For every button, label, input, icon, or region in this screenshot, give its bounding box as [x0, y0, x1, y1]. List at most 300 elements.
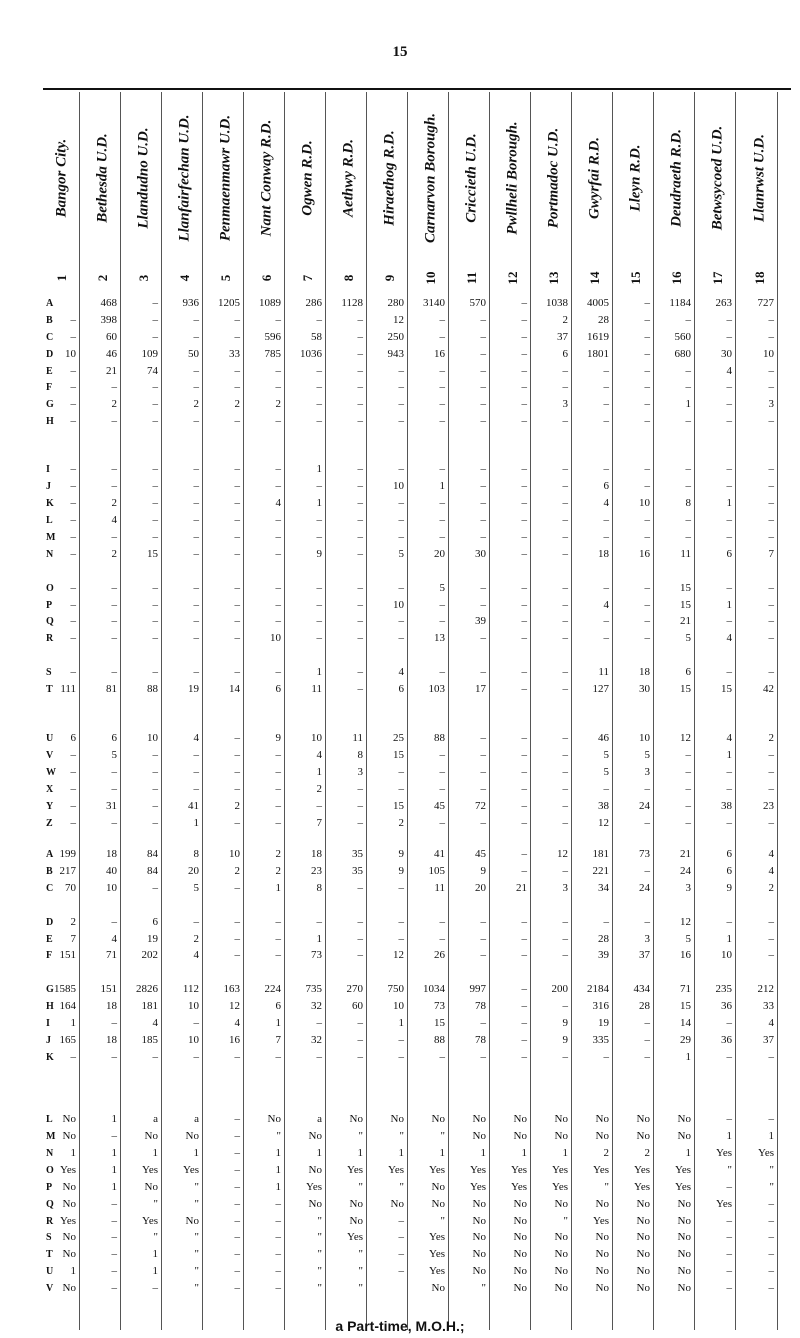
- table-cell: –: [193, 632, 199, 645]
- table-cell: 785: [264, 347, 281, 360]
- column-number: [421, 264, 441, 292]
- table-cell: 4: [111, 514, 117, 527]
- table-cell: –: [562, 666, 568, 679]
- table-cell: –: [562, 547, 568, 560]
- row-label: W: [46, 767, 56, 779]
- table-cell: –: [193, 1016, 199, 1029]
- table-cell: 11: [352, 732, 363, 745]
- row-label: R: [46, 1215, 54, 1227]
- column-name: [216, 92, 236, 264]
- table-cell: –: [480, 330, 486, 343]
- column-number: [750, 264, 770, 292]
- table-cell: –: [644, 1033, 650, 1046]
- table-cell: –: [603, 1050, 609, 1063]
- table-cell: –: [357, 364, 363, 377]
- table-cell: Yes: [141, 1214, 158, 1227]
- row-label: A: [46, 849, 54, 861]
- table-cell: –: [644, 514, 650, 527]
- column-divider: [777, 92, 778, 1330]
- table-cell: 2: [644, 1146, 650, 1159]
- table-cell: 4: [234, 1016, 240, 1029]
- table-cell: 28: [598, 313, 609, 326]
- table-cell: 30: [475, 547, 486, 560]
- table-cell: 1: [357, 1146, 363, 1159]
- table-cell: No: [144, 1130, 158, 1143]
- table-cell: Yes: [469, 1180, 486, 1193]
- table-cell: –: [152, 313, 158, 326]
- column-name-text: Lleyn R.D.: [627, 144, 644, 212]
- column-name: [257, 92, 277, 264]
- table-cell: 10: [106, 881, 117, 894]
- table-cell: 15: [680, 581, 691, 594]
- table-cell: No: [636, 1248, 650, 1261]
- column-name: [298, 92, 318, 264]
- column-name: [380, 92, 400, 264]
- table-cell: No: [554, 1130, 568, 1143]
- table-cell: –: [562, 766, 568, 779]
- table-cell: No: [308, 1197, 322, 1210]
- column-name: [503, 92, 523, 264]
- table-cell: 5: [644, 749, 650, 762]
- table-cell: –: [152, 514, 158, 527]
- table-cell: –: [70, 514, 76, 527]
- table-cell: 1: [726, 1130, 732, 1143]
- table-cell: –: [644, 915, 650, 928]
- table-cell: 81: [106, 682, 117, 695]
- table-cell: –: [521, 983, 527, 996]
- table-cell: 4: [193, 949, 199, 962]
- table-cell: No: [472, 1231, 486, 1244]
- table-cell: –: [768, 1248, 774, 1261]
- table-cell: 4: [603, 497, 609, 510]
- table-cell: 6: [726, 864, 732, 877]
- column-name-text: Llanrwst U.D.: [751, 134, 768, 222]
- table-cell: –: [357, 1033, 363, 1046]
- column-number-text: 8: [341, 274, 356, 282]
- table-cell: 10: [639, 497, 650, 510]
- row-label: T: [46, 1249, 53, 1261]
- table-cell: 12: [393, 949, 404, 962]
- table-cell: 15: [147, 547, 158, 560]
- table-cell: 997: [469, 983, 486, 996]
- table-cell: 250: [387, 330, 404, 343]
- table-cell: –: [480, 398, 486, 411]
- table-cell: –: [685, 313, 691, 326]
- column-number-text: 3: [136, 274, 151, 282]
- footnote: a Part-time, M.O.H.;: [335, 1318, 465, 1334]
- table-cell: 24: [680, 864, 691, 877]
- row-label: P: [46, 1181, 53, 1193]
- table-cell: –: [768, 1050, 774, 1063]
- table-cell: 3: [562, 398, 568, 411]
- table-cell: 10: [65, 347, 76, 360]
- table-cell: –: [152, 816, 158, 829]
- table-cell: 35: [352, 848, 363, 861]
- table-cell: –: [111, 463, 117, 476]
- column-divider: [735, 92, 736, 1330]
- table-cell: No: [390, 1113, 404, 1126]
- table-cell: ": [604, 1180, 609, 1193]
- table-cell: ": [440, 1214, 445, 1227]
- column-divider: [243, 92, 244, 1330]
- table-cell: 1: [70, 1016, 76, 1029]
- table-cell: 224: [264, 983, 281, 996]
- table-cell: 31: [106, 799, 117, 812]
- table-cell: ": [194, 1231, 199, 1244]
- table-cell: –: [152, 330, 158, 343]
- table-cell: –: [234, 1265, 240, 1278]
- column-name-text: Hiraethog R.D.: [381, 130, 398, 226]
- table-cell: 26: [434, 949, 445, 962]
- table-cell: –: [70, 364, 76, 377]
- table-cell: –: [70, 581, 76, 594]
- table-cell: –: [480, 766, 486, 779]
- table-cell: No: [636, 1130, 650, 1143]
- table-cell: –: [480, 632, 486, 645]
- table-cell: –: [398, 783, 404, 796]
- table-cell: 1: [193, 1146, 199, 1159]
- table-cell: 1: [193, 816, 199, 829]
- table-cell: 5: [193, 881, 199, 894]
- column-number-text: 13: [546, 271, 561, 285]
- table-cell: –: [111, 1248, 117, 1261]
- table-cell: –: [480, 732, 486, 745]
- table-cell: –: [152, 1282, 158, 1295]
- table-cell: 12: [229, 1000, 240, 1013]
- table-cell: No: [431, 1282, 445, 1295]
- table-cell: –: [521, 530, 527, 543]
- table-cell: No: [472, 1265, 486, 1278]
- column-name: [667, 92, 687, 264]
- table-cell: –: [111, 1130, 117, 1143]
- table-cell: 7: [70, 932, 76, 945]
- table-cell: No: [62, 1113, 76, 1126]
- table-cell: –: [70, 398, 76, 411]
- row-label: L: [46, 1114, 53, 1126]
- row-label: T: [46, 683, 53, 695]
- table-cell: –: [768, 666, 774, 679]
- table-cell: –: [234, 1180, 240, 1193]
- table-cell: –: [316, 530, 322, 543]
- table-cell: 78: [475, 1033, 486, 1046]
- table-cell: –: [70, 330, 76, 343]
- table-cell: –: [234, 330, 240, 343]
- table-cell: –: [521, 932, 527, 945]
- table-cell: 943: [387, 347, 404, 360]
- table-cell: Yes: [592, 1163, 609, 1176]
- table-cell: –: [726, 915, 732, 928]
- table-cell: –: [316, 381, 322, 394]
- table-cell: –: [439, 749, 445, 762]
- table-cell: ": [276, 1130, 281, 1143]
- table-cell: 2: [234, 398, 240, 411]
- table-cell: –: [70, 766, 76, 779]
- table-cell: 2: [398, 816, 404, 829]
- table-cell: 10: [188, 1033, 199, 1046]
- table-cell: –: [439, 1050, 445, 1063]
- table-cell: –: [234, 1050, 240, 1063]
- table-cell: 1: [275, 1146, 281, 1159]
- table-cell: 468: [100, 297, 117, 309]
- table-cell: –: [398, 364, 404, 377]
- table-cell: –: [644, 530, 650, 543]
- table-cell: 35: [352, 864, 363, 877]
- table-cell: –: [603, 915, 609, 928]
- row-label: C: [46, 331, 54, 343]
- table-cell: –: [726, 1113, 732, 1126]
- table-cell: –: [234, 530, 240, 543]
- table-cell: –: [234, 364, 240, 377]
- table-cell: 15: [393, 799, 404, 812]
- table-cell: –: [70, 666, 76, 679]
- row-label: B: [46, 865, 53, 877]
- table-cell: 151: [59, 949, 76, 962]
- table-cell: –: [398, 1265, 404, 1278]
- table-cell: –: [316, 598, 322, 611]
- table-cell: –: [234, 932, 240, 945]
- table-cell: 6: [275, 1000, 281, 1013]
- table-cell: ": [194, 1265, 199, 1278]
- table-cell: No: [472, 1248, 486, 1261]
- table-cell: –: [685, 766, 691, 779]
- table-cell: –: [275, 949, 281, 962]
- table-cell: 1: [152, 1146, 158, 1159]
- table-cell: No: [144, 1180, 158, 1193]
- table-cell: No: [595, 1130, 609, 1143]
- table-cell: –: [398, 463, 404, 476]
- table-cell: –: [480, 783, 486, 796]
- table-cell: –: [275, 480, 281, 493]
- table-cell: ": [194, 1248, 199, 1261]
- table-cell: –: [316, 514, 322, 527]
- table-cell: 10: [147, 732, 158, 745]
- table-cell: 21: [680, 615, 691, 628]
- table-cell: –: [234, 1163, 240, 1176]
- table-cell: –: [193, 313, 199, 326]
- column-number: [585, 264, 605, 292]
- table-cell: 21: [516, 881, 527, 894]
- table-cell: –: [768, 632, 774, 645]
- table-cell: –: [644, 783, 650, 796]
- table-cell: 1: [685, 398, 691, 411]
- table-cell: –: [70, 799, 76, 812]
- table-cell: No: [472, 1197, 486, 1210]
- table-cell: –: [644, 330, 650, 343]
- table-cell: –: [357, 682, 363, 695]
- table-cell: –: [275, 1214, 281, 1227]
- table-cell: ": [153, 1231, 158, 1244]
- table-cell: 2: [768, 881, 774, 894]
- table-cell: –: [521, 1016, 527, 1029]
- table-cell: –: [398, 497, 404, 510]
- table-cell: –: [644, 398, 650, 411]
- table-cell: –: [521, 463, 527, 476]
- table-cell: ": [317, 1248, 322, 1261]
- table-cell: –: [357, 915, 363, 928]
- table-cell: 103: [428, 682, 445, 695]
- table-cell: –: [562, 381, 568, 394]
- table-cell: –: [768, 514, 774, 527]
- column-name-text: Llandudno U.D.: [135, 127, 152, 229]
- table-cell: 2: [603, 1146, 609, 1159]
- table-cell: –: [234, 598, 240, 611]
- table-cell: 10: [393, 1000, 404, 1013]
- table-cell: 5: [685, 632, 691, 645]
- table-cell: –: [768, 949, 774, 962]
- row-label: H: [46, 416, 54, 428]
- table-cell: No: [513, 1248, 527, 1261]
- table-cell: –: [439, 415, 445, 428]
- table-cell: –: [768, 766, 774, 779]
- table-cell: –: [234, 615, 240, 628]
- column-name: [52, 92, 72, 264]
- table-cell: 181: [592, 848, 609, 861]
- table-cell: –: [562, 783, 568, 796]
- table-cell: –: [193, 381, 199, 394]
- table-cell: Yes: [59, 1163, 76, 1176]
- table-cell: –: [316, 581, 322, 594]
- table-cell: No: [595, 1282, 609, 1295]
- table-cell: –: [439, 530, 445, 543]
- table-cell: ": [399, 1180, 404, 1193]
- row-label: J: [46, 481, 51, 493]
- table-cell: –: [275, 415, 281, 428]
- table-cell: –: [234, 816, 240, 829]
- table-cell: 40: [106, 864, 117, 877]
- table-cell: Yes: [305, 1180, 322, 1193]
- table-cell: –: [234, 514, 240, 527]
- table-cell: –: [234, 313, 240, 326]
- table-cell: –: [152, 480, 158, 493]
- table-cell: –: [562, 1000, 568, 1013]
- column-divider: [120, 92, 121, 1330]
- table-cell: 8: [357, 749, 363, 762]
- table-cell: 1801: [587, 347, 609, 360]
- table-cell: –: [357, 881, 363, 894]
- table-cell: –: [357, 581, 363, 594]
- table-cell: ": [153, 1197, 158, 1210]
- table-cell: No: [185, 1214, 199, 1227]
- table-cell: –: [152, 530, 158, 543]
- table-cell: 34: [598, 881, 609, 894]
- table-cell: –: [480, 816, 486, 829]
- table-cell: –: [480, 381, 486, 394]
- table-cell: 6: [603, 480, 609, 493]
- column-name-text: Criccieth U.D.: [463, 133, 480, 223]
- column-number-text: 15: [628, 271, 643, 285]
- table-cell: 10: [639, 732, 650, 745]
- table-cell: 6: [685, 666, 691, 679]
- table-cell: 15: [393, 749, 404, 762]
- table-cell: 6: [398, 682, 404, 695]
- table-cell: –: [357, 1050, 363, 1063]
- table-cell: No: [62, 1197, 76, 1210]
- table-cell: 21: [106, 364, 117, 377]
- table-cell: ": [358, 1130, 363, 1143]
- table-cell: No: [431, 1180, 445, 1193]
- table-cell: –: [316, 480, 322, 493]
- table-cell: No: [636, 1214, 650, 1227]
- table-cell: –: [111, 415, 117, 428]
- table-cell: –: [357, 816, 363, 829]
- table-cell: No: [636, 1265, 650, 1278]
- table-cell: –: [398, 1248, 404, 1261]
- table-cell: –: [234, 415, 240, 428]
- table-cell: –: [685, 514, 691, 527]
- table-cell: 25: [393, 732, 404, 745]
- table-cell: ": [358, 1282, 363, 1295]
- table-cell: –: [685, 799, 691, 812]
- table-cell: –: [480, 497, 486, 510]
- row-label: X: [46, 784, 54, 796]
- table-cell: –: [234, 1113, 240, 1126]
- table-cell: Yes: [346, 1231, 363, 1244]
- row-label: O: [46, 1164, 54, 1176]
- table-cell: 45: [434, 799, 445, 812]
- table-cell: –: [357, 415, 363, 428]
- table-cell: 1: [439, 1146, 445, 1159]
- table-cell: –: [357, 347, 363, 360]
- table-cell: –: [234, 1197, 240, 1210]
- column-name-text: Ogwen R.D.: [299, 140, 316, 216]
- table-cell: –: [726, 415, 732, 428]
- column-number-text: 2: [95, 274, 110, 282]
- table-cell: 41: [434, 848, 445, 861]
- table-cell: –: [152, 297, 158, 309]
- table-cell: –: [357, 398, 363, 411]
- table-cell: No: [390, 1197, 404, 1210]
- table-cell: –: [316, 313, 322, 326]
- table-cell: –: [726, 1180, 732, 1193]
- table-cell: 28: [598, 932, 609, 945]
- table-cell: –: [768, 749, 774, 762]
- table-cell: No: [62, 1180, 76, 1193]
- table-cell: 71: [106, 949, 117, 962]
- table-cell: –: [111, 632, 117, 645]
- table-cell: –: [768, 530, 774, 543]
- table-cell: 6: [152, 915, 158, 928]
- column-number: [134, 264, 154, 292]
- table-cell: –: [398, 1214, 404, 1227]
- table-cell: No: [431, 1197, 445, 1210]
- table-cell: Yes: [141, 1163, 158, 1176]
- table-cell: 936: [182, 297, 199, 309]
- table-cell: –: [275, 547, 281, 560]
- table-cell: 1: [398, 1016, 404, 1029]
- table-cell: 1089: [259, 297, 281, 309]
- table-cell: –: [152, 398, 158, 411]
- table-cell: 10: [311, 732, 322, 745]
- column-name: [93, 92, 113, 264]
- table-cell: 2: [70, 915, 76, 928]
- table-cell: 29: [680, 1033, 691, 1046]
- table-cell: –: [562, 932, 568, 945]
- table-cell: –: [152, 463, 158, 476]
- table-cell: 1: [562, 1146, 568, 1159]
- table-cell: –: [275, 615, 281, 628]
- table-cell: –: [193, 581, 199, 594]
- table-cell: No: [513, 1282, 527, 1295]
- table-cell: 16: [229, 1033, 240, 1046]
- row-label: D: [46, 348, 54, 360]
- table-cell: –: [603, 581, 609, 594]
- table-cell: –: [275, 514, 281, 527]
- table-cell: –: [357, 632, 363, 645]
- table-cell: –: [603, 415, 609, 428]
- table-cell: –: [234, 783, 240, 796]
- table-cell: 16: [680, 949, 691, 962]
- table-cell: 30: [639, 682, 650, 695]
